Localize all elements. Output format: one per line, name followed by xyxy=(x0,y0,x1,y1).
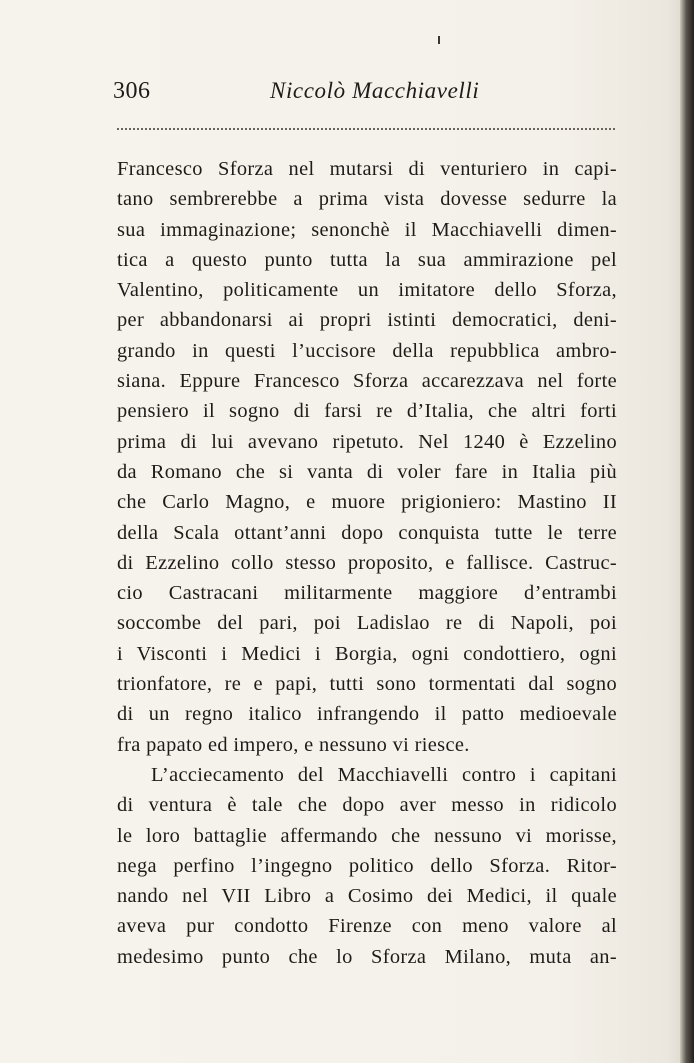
text-line: tica a questo punto tutta la sua ammirazione pel xyxy=(117,248,617,271)
text-line: cio Castracani militarmente maggiore d’entrambi xyxy=(117,582,617,605)
page-header xyxy=(113,78,619,112)
text-line: di un regno italico infrangendo il patto medioevale xyxy=(117,703,617,726)
text-line: di ventura è tale che dopo aver messo in ridicolo xyxy=(117,794,617,817)
text-line: trionfatore, re e papi, tutti sono tormentati dal sogno xyxy=(117,673,617,696)
text-line: grando in questi l’uccisore della repubblica ambro- xyxy=(117,339,617,362)
text-line-paragraph-start: L’acciecamento del Macchiavelli contro i capitani xyxy=(151,763,617,786)
text-line: tano sembrerebbe a prima vista dovesse sedurre la xyxy=(117,188,617,211)
text-line: prima di lui avevano ripetuto. Nel 1240 è Ezzelino xyxy=(117,430,617,453)
text-line: Valentino, politicamente un imitatore dello Sforza, xyxy=(117,279,617,302)
text-line: che Carlo Magno, e muore prigioniero: Mastino II xyxy=(117,491,617,514)
text-line: fra papato ed impero, e nessuno vi riesce. xyxy=(117,733,470,756)
text-line: pensiero il sogno di farsi re d’Italia, che altri forti xyxy=(117,400,617,423)
text-line: di Ezzelino collo stesso proposito, e fallisce. Castruc- xyxy=(117,551,617,574)
text-line: Francesco Sforza nel mutarsi di venturiero in capi- xyxy=(117,158,617,180)
running-title: Niccolò Macchiavelli xyxy=(270,78,480,103)
text-line: le loro battaglie affermando che nessuno vi morisse, xyxy=(117,824,617,847)
printer-mark xyxy=(438,36,440,44)
text-line: sua immaginazione; senonchè il Macchiavelli dimen- xyxy=(117,218,617,241)
body-text xyxy=(117,154,617,972)
text-line: i Visconti i Medici i Borgia, ogni condottiero, ogni xyxy=(117,642,617,665)
text-line: siana. Eppure Francesco Sforza accarezzava nel forte xyxy=(117,370,617,393)
header-rule xyxy=(117,128,615,130)
page-spine-shadow xyxy=(680,0,694,1063)
text-line: nando nel VII Libro a Cosimo dei Medici, il quale xyxy=(117,885,617,908)
text-line: della Scala ottant’anni dopo conquista tutte le terre xyxy=(117,521,617,544)
text-line: per abbandonarsi ai propri istinti democratici, deni- xyxy=(117,309,617,332)
text-line: soccombe del pari, poi Ladislao re di Napoli, poi xyxy=(117,612,617,635)
text-line: aveva pur condotto Firenze con meno valore al xyxy=(117,915,617,938)
page-number: 306 xyxy=(113,78,151,104)
text-line: nega perfino l’ingegno politico dello Sforza. Ritor- xyxy=(117,854,617,877)
text-line: medesimo punto che lo Sforza Milano, muta an- xyxy=(117,945,617,968)
text-line: da Romano che si vanta di voler fare in Italia più xyxy=(117,460,617,483)
